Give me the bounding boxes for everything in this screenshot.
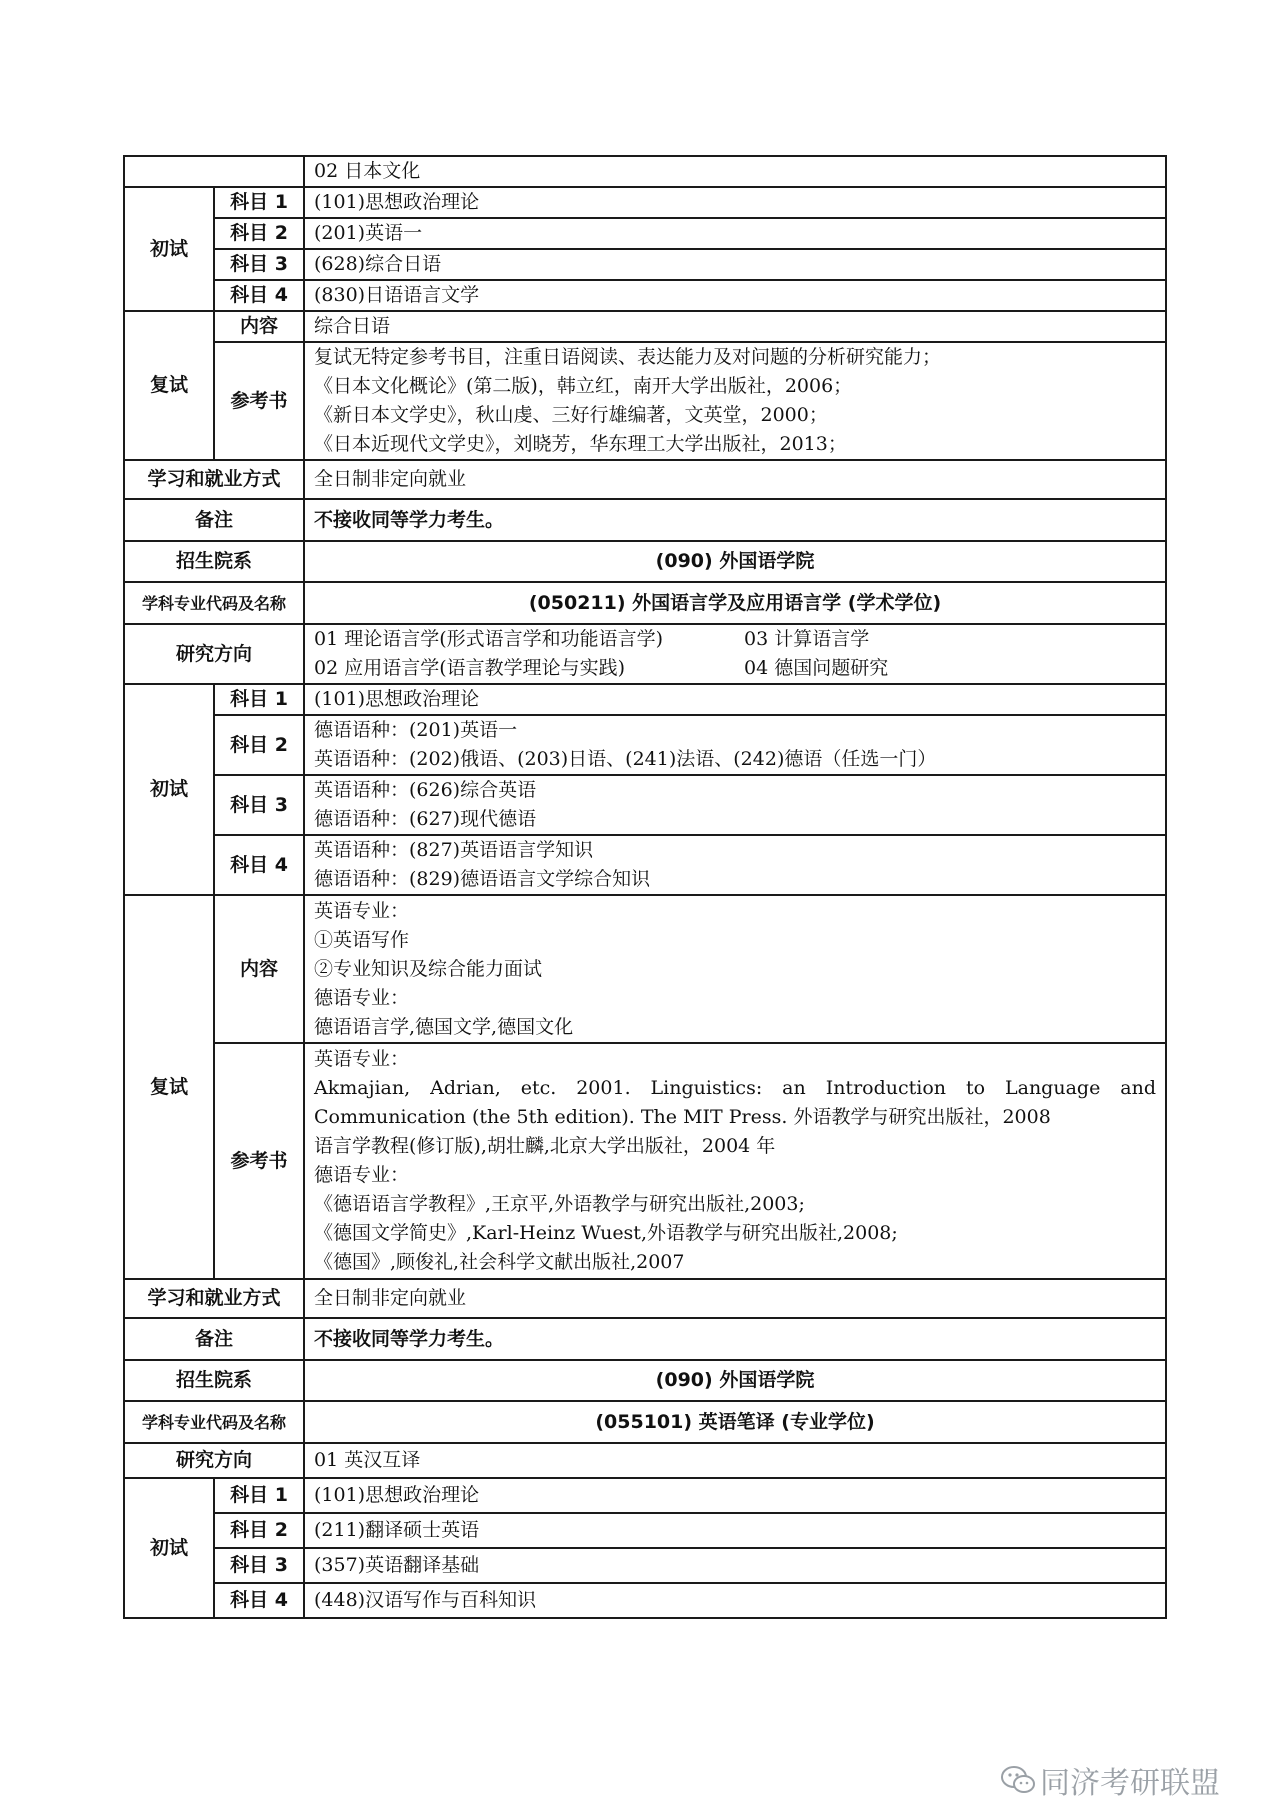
subject-value (304, 835, 1166, 895)
watermark-text: 同济考研联盟 (1040, 1766, 1220, 1801)
subject-value: (101)思想政治理论 (304, 684, 1166, 715)
reference-line: 复试无特定参考书目，注重日语阅读、表达能力及对问题的分析研究能力； (314, 346, 942, 368)
subject-value: (201)英语一 (304, 218, 1166, 249)
major-label: 学科专业代码及名称 (124, 1401, 304, 1443)
reference-line: 语言学教程(修订版),胡壮麟,北京大学出版社，2004 年 (314, 1135, 776, 1157)
reference-line: 德语专业： (314, 1164, 410, 1186)
reference-line: 英语专业： (314, 1048, 410, 1070)
subject-label: 科目 2 (214, 715, 304, 775)
subject-label: 科目 2 (214, 218, 304, 249)
subject-line: 德语语种：(201)英语一 (314, 719, 518, 741)
reference-line: Communication (the 5th edition). The MIT Press. 外语教学与研究出版社，2008 (314, 1106, 1051, 1128)
reference-line: 《德语语言学教程》,王京平,外语教学与研究出版社,2003; (314, 1193, 805, 1215)
major-value: (055101) 英语笔译 (专业学位) (304, 1401, 1166, 1443)
department-label: 招生院系 (124, 541, 304, 582)
reference-label: 参考书 (214, 342, 304, 460)
subject-value: (448)汉语写作与百科知识 (304, 1583, 1166, 1618)
direction-item: 04 德国问题研究 (744, 657, 889, 679)
watermark (1000, 1758, 1220, 1802)
reference-line: 《新日本文学史》，秋山虔、三好行雄编著，文英堂，2000； (314, 404, 828, 426)
direction-label-cell (124, 156, 304, 187)
reference-line: 《德国》,顾俊礼,社会科学文献出版社,2007 (314, 1251, 685, 1273)
subject-line: 德语语种：(627)现代德语 (314, 808, 537, 830)
subject-label: 科目 3 (214, 775, 304, 835)
subject-label: 科目 4 (214, 1583, 304, 1618)
subject-value: (211)翻译硕士英语 (304, 1513, 1166, 1548)
subject-value: (357)英语翻译基础 (304, 1548, 1166, 1583)
initial-exam-label: 初试 (124, 187, 214, 311)
content-line: 德语专业： (314, 986, 410, 1009)
remark-label: 备注 (124, 499, 304, 541)
subject-label: 科目 1 (214, 684, 304, 715)
reference-line: Akmajian, Adrian, etc. 2001. Linguistics: an Introduction to Language and (314, 1077, 1156, 1099)
study-mode-value: 全日制非定向就业 (304, 460, 1166, 499)
department-value: (090) 外国语学院 (304, 541, 1166, 582)
content-line: ①英语写作 (314, 928, 410, 951)
direction-item: 01 理论语言学(形式语言学和功能语言学) (314, 628, 664, 650)
initial-exam-label: 初试 (124, 1478, 214, 1618)
study-mode-label: 学习和就业方式 (124, 1279, 304, 1318)
content-label: 内容 (214, 311, 304, 342)
remark-value: 不接收同等学力考生。 (304, 1318, 1166, 1360)
department-value: (090) 外国语学院 (304, 1360, 1166, 1401)
retest-content (304, 895, 1166, 1043)
major-value: (050211) 外国语言学及应用语言学 (学术学位) (304, 582, 1166, 624)
wechat-icon (1000, 1765, 1036, 1795)
subject-line: 英语语种：(626)综合英语 (314, 779, 537, 801)
subject-label: 科目 4 (214, 835, 304, 895)
subject-value: (101)思想政治理论 (304, 187, 1166, 218)
remark-label: 备注 (124, 1318, 304, 1360)
subject-value: (101)思想政治理论 (304, 1478, 1166, 1513)
direction-item: 03 计算语言学 (744, 628, 870, 650)
subject-label: 科目 2 (214, 1513, 304, 1548)
content-line: 德语语言学,德国文学,德国文化 (314, 1015, 574, 1038)
retest-label: 复试 (124, 895, 214, 1279)
department-label: 招生院系 (124, 1360, 304, 1401)
subject-line: 英语语种：(202)俄语、(203)日语、(241)法语、(242)德语（任选一门） (314, 748, 937, 770)
reference-line: 《日本近现代文学史》，刘晓芳，华东理工大学出版社，2013； (314, 433, 847, 455)
content-line: ②专业知识及综合能力面试 (314, 957, 543, 980)
retest-label: 复试 (124, 311, 214, 460)
subject-value (304, 775, 1166, 835)
direction-continuation: 02 日本文化 (304, 156, 1166, 187)
initial-exam-label: 初试 (124, 684, 214, 895)
subject-label: 科目 4 (214, 280, 304, 311)
retest-content: 综合日语 (304, 311, 1166, 342)
study-mode-value: 全日制非定向就业 (304, 1279, 1166, 1318)
research-direction-label: 研究方向 (124, 624, 304, 684)
content-line: 英语专业： (314, 899, 410, 922)
subject-label: 科目 1 (214, 187, 304, 218)
subject-value: (628)综合日语 (304, 249, 1166, 280)
reference-list (304, 342, 1166, 460)
subject-label: 科目 3 (214, 249, 304, 280)
subject-value: (830)日语语言文学 (304, 280, 1166, 311)
research-direction-value: 01 英汉互译 (304, 1443, 1166, 1478)
subject-label: 科目 1 (214, 1478, 304, 1513)
research-direction-label: 研究方向 (124, 1443, 304, 1478)
research-direction-list (304, 624, 1166, 684)
reference-label: 参考书 (214, 1043, 304, 1279)
reference-line: 《德国文学简史》,Karl-Heinz Wuest,外语教学与研究出版社,2008; (314, 1222, 898, 1244)
subject-line: 英语语种：(827)英语语言学知识 (314, 839, 594, 861)
subject-line: 德语语种：(829)德语语言文学综合知识 (314, 868, 651, 890)
admission-table (123, 155, 1167, 1619)
major-label: 学科专业代码及名称 (124, 582, 304, 624)
content-label: 内容 (214, 895, 304, 1043)
subject-label: 科目 3 (214, 1548, 304, 1583)
remark-value: 不接收同等学力考生。 (304, 499, 1166, 541)
study-mode-label: 学习和就业方式 (124, 460, 304, 499)
subject-value (304, 715, 1166, 775)
direction-item: 02 应用语言学(语言教学理论与实践) (314, 657, 626, 679)
reference-list (304, 1043, 1166, 1279)
reference-line: 《日本文化概论》(第二版)，韩立红，南开大学出版社，2006； (314, 375, 853, 397)
